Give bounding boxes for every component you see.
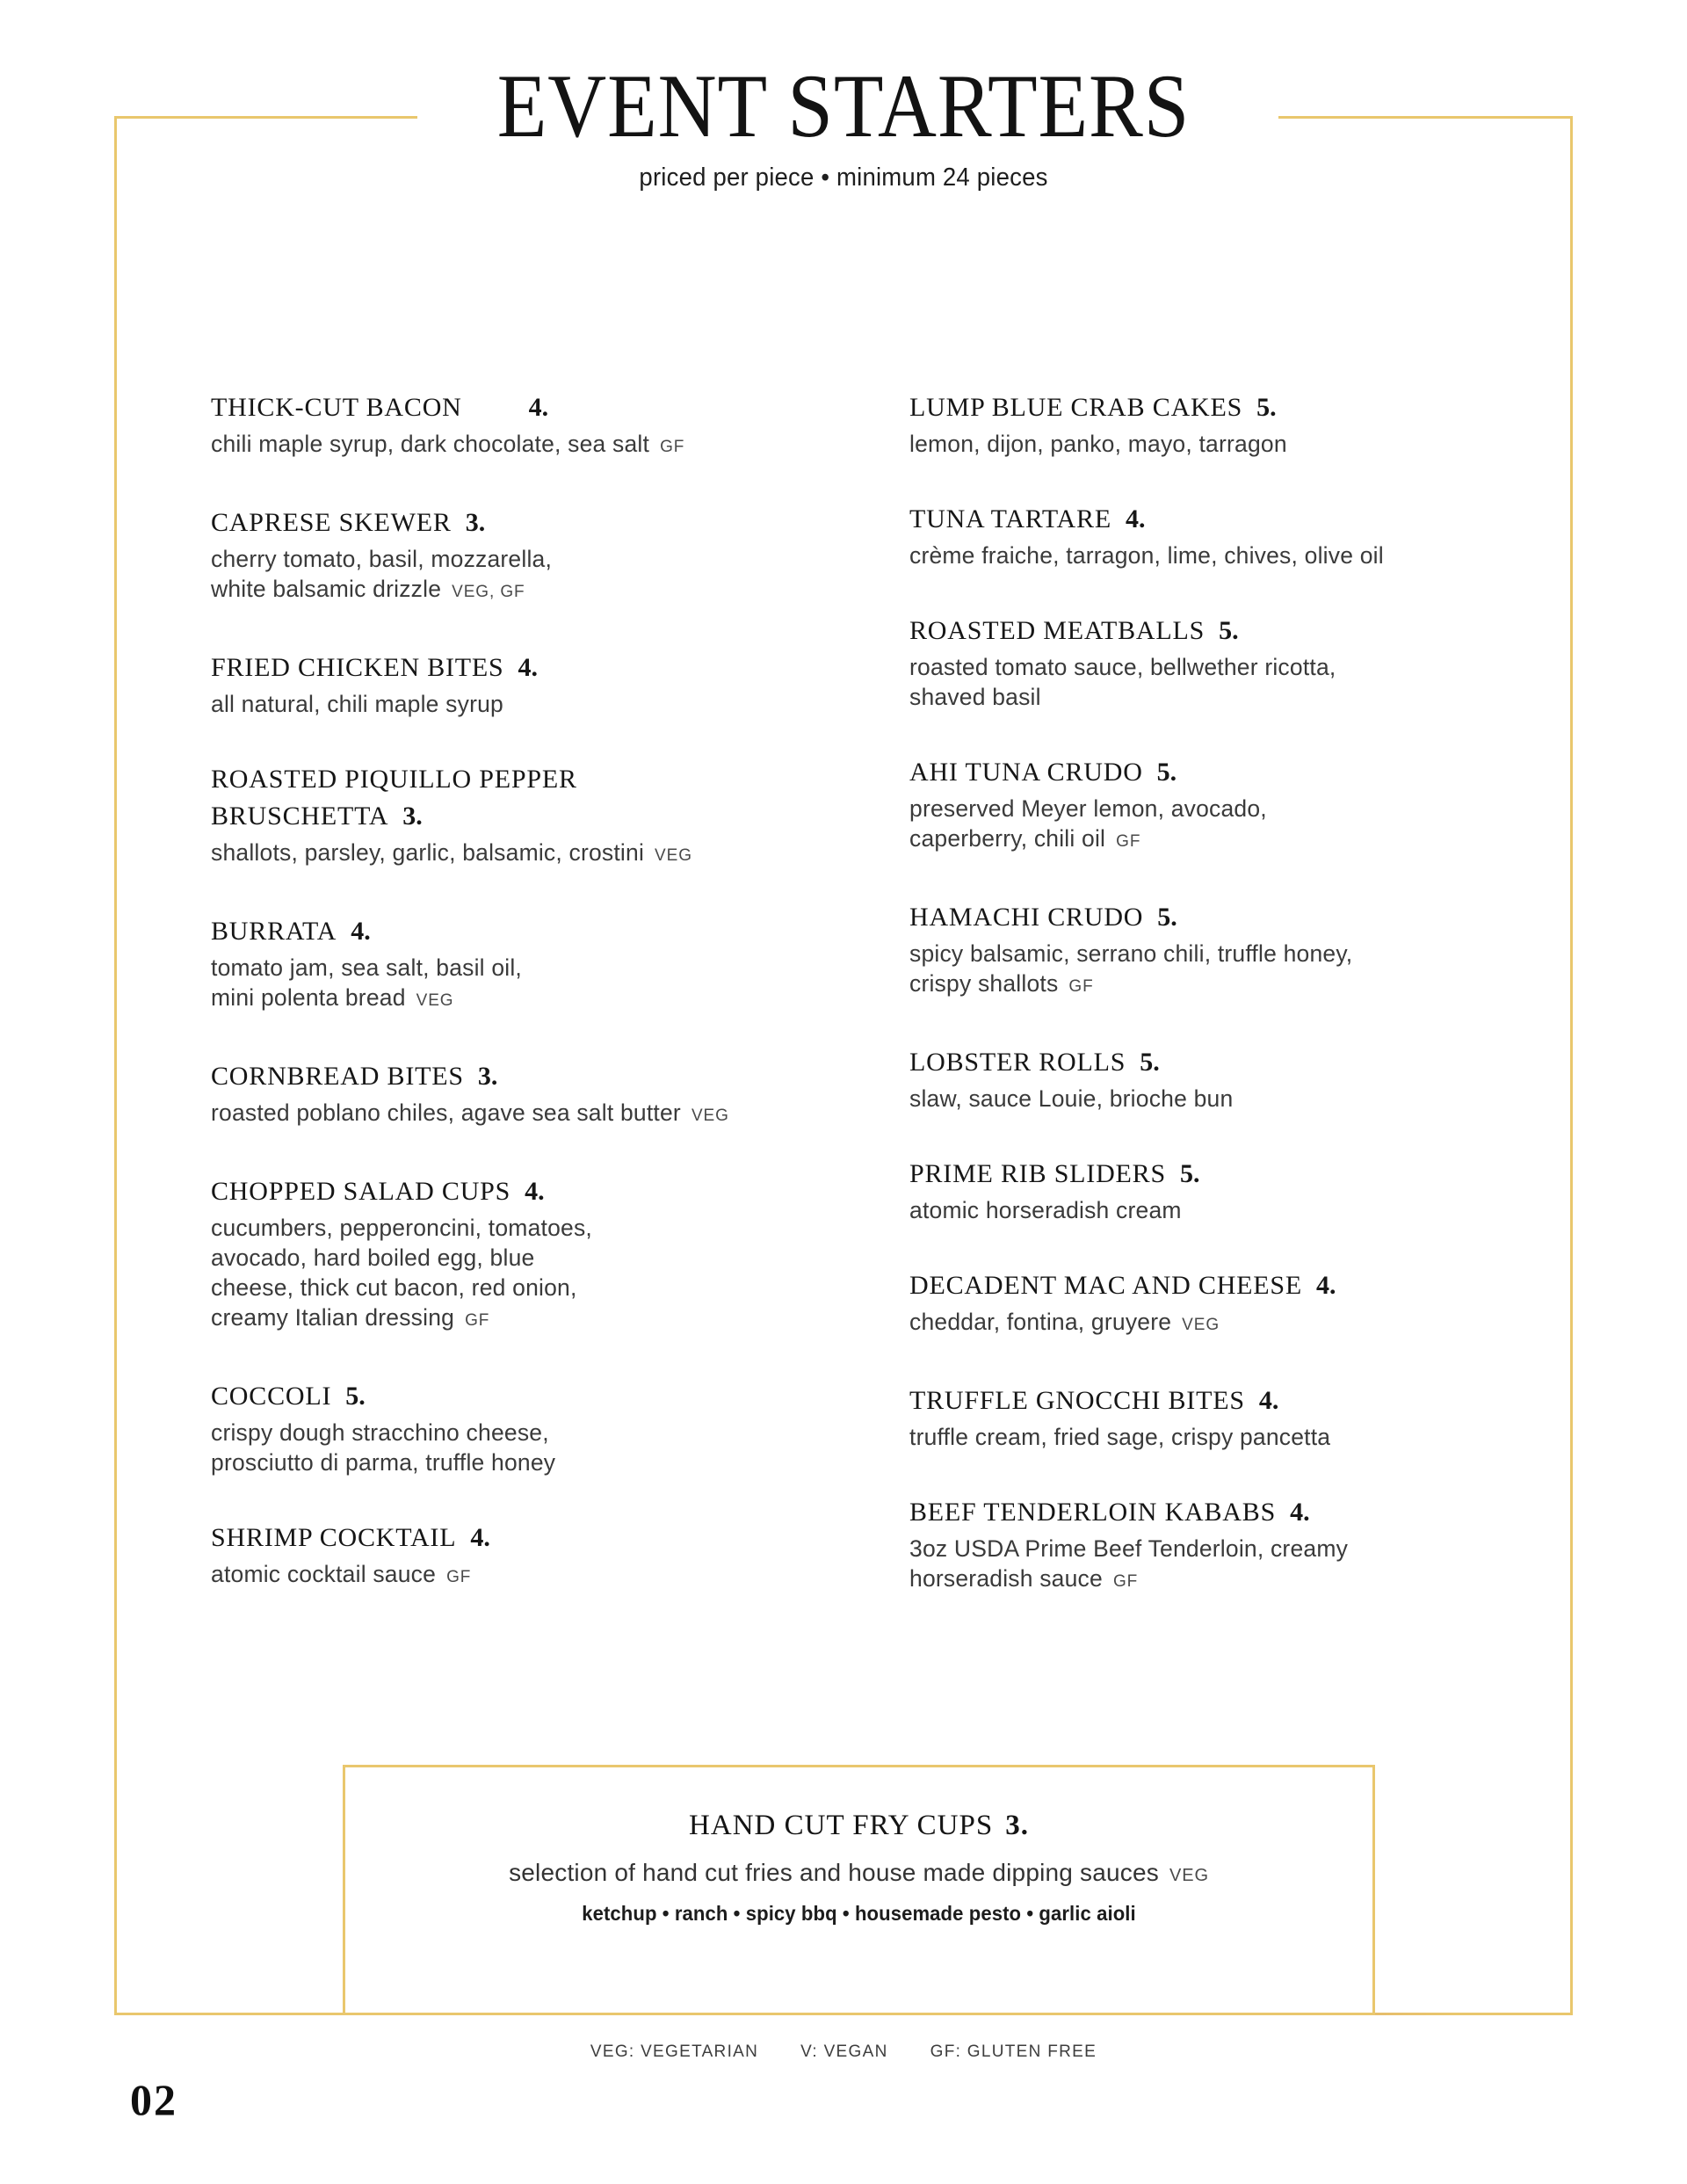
description-line: prosciutto di parma, truffle honey [211,1449,556,1476]
menu-item-name: CHOPPED SALAD CUPS [211,1177,511,1206]
menu-item-name: TRUFFLE GNOCCHI BITES [909,1386,1245,1415]
description-line: preserved Meyer lemon, avocado, [909,795,1267,822]
featured-item-options: ketchup • ranch • spicy bbq • housemade pesto • garlic aioli [582,1902,1136,1925]
menu-item-header [909,1156,1401,1193]
description-line: shallots, parsley, garlic, balsamic, crostini VEG [211,839,692,866]
menu-item-price: 5. [1157,903,1177,932]
legend-item: GF: GLUTEN FREE [930,2043,1097,2061]
menu-item-name: FRIED CHICKEN BITES [211,653,504,682]
menu-item-description [211,1213,773,1336]
menu-item-header [211,761,703,835]
menu-item-name: DECADENT MAC AND CHEESE [909,1271,1303,1300]
menu-item-header [909,501,1401,538]
page-title: EVENT STARTERS [496,56,1191,156]
menu-item-description [909,794,1472,857]
menu-item-name: TUNA TARTARE [909,504,1111,533]
menu-item-header [909,754,1401,791]
description-line: cherry tomato, basil, mozzarella, [211,546,553,572]
featured-desc-text: selection of hand cut fries and house made dipping sauces [509,1859,1159,1886]
menu-item-description [909,1307,1472,1340]
description-line: atomic cocktail sauce GF [211,1561,472,1587]
menu-item-header [211,389,703,426]
menu-item-description [909,1534,1472,1597]
menu-item [211,504,791,607]
page-border-left [114,116,117,2015]
page-number: 02 [130,2075,177,2124]
menu-item [211,1520,791,1593]
menu-item [211,913,791,1016]
menu-item-description [211,689,773,719]
menu-item-header [909,389,1401,426]
menu-item-header [211,649,703,686]
menu-item-price: 4. [1258,1386,1279,1415]
featured-item-description [345,1859,1372,1887]
menu-item-name: BEEF TENDERLOIN KABABS [909,1498,1277,1527]
menu-item [909,613,1489,712]
menu-item-price: 3. [465,508,486,537]
menu-item-name: HAMACHI CRUDO [909,903,1144,932]
diet-tag: GF [446,1568,472,1586]
description-line: crispy shallots GF [909,970,1094,997]
menu-item-price: 3. [477,1062,498,1091]
menu-item-description [909,429,1472,459]
menu-item-header [211,1378,703,1415]
menu-item-price: 5. [1156,758,1177,787]
description-line: crispy dough stracchino cheese, [211,1419,549,1446]
diet-tag: GF [465,1311,490,1330]
diet-tag: GF [1112,1572,1139,1591]
menu-item-description [211,1098,773,1131]
menu-item-name: SHRIMP COCKTAIL [211,1523,457,1552]
legend-item: V: VEGAN [800,2043,888,2061]
menu-item-price: 4. [1316,1271,1336,1300]
menu-item-header [909,1044,1401,1081]
diet-legend [0,2043,1687,2062]
menu-item [909,1267,1489,1340]
menu-item-header [909,1382,1401,1419]
menu-item [211,1378,791,1477]
menu-item-name: CORNBREAD BITES [211,1062,464,1091]
menu-item-description [909,1422,1472,1452]
diet-tag: VEG [691,1107,729,1125]
menu-item-name: ROASTED MEATBALLS [909,616,1206,645]
description-line: shaved basil [909,684,1041,710]
featured-item-price: 3. [1005,1810,1029,1841]
menu-item-price: 3. [402,802,423,831]
right-column [909,389,1489,1639]
menu-item-description [211,544,773,607]
menu-item-description [909,939,1472,1002]
menu-item-price: 5. [1256,393,1277,422]
featured-item-name [345,1810,1372,1842]
menu-item-price: 4. [518,653,539,682]
description-line: cucumbers, pepperoncini, tomatoes, [211,1215,592,1241]
menu-item [909,1044,1489,1114]
menu-item-header [909,1267,1401,1304]
description-line: spicy balsamic, serrano chili, truffle honey, [909,940,1353,967]
diet-tag: VEG [655,846,692,865]
menu-item-description [909,1084,1472,1114]
menu-item-price: 5. [1219,616,1239,645]
featured-box [343,1765,1375,2015]
description-line: cheese, thick cut bacon, red onion, [211,1274,577,1301]
diet-tag: GF [1116,832,1141,851]
menu-item [211,761,791,871]
menu-item [909,754,1489,857]
menu-item [211,649,791,719]
menu-item-price: 4. [470,1523,490,1552]
menu-item-header [211,504,703,541]
menu-item [909,501,1489,570]
menu-item-name: THICK-CUT BACON [211,393,462,422]
page-subtitle: priced per piece • minimum 24 pieces [639,163,1048,192]
menu-item-name: ROASTED PIQUILLO PEPPER BRUSCHETTA [211,765,577,831]
description-line: chili maple syrup, dark chocolate, sea salt GF [211,431,685,457]
description-line: tomato jam, sea salt, basil oil, [211,954,522,981]
diet-tag: VEG, GF [452,583,525,601]
menu-item [211,1058,791,1131]
menu-item-description [211,429,773,462]
menu-item-description [909,652,1472,712]
menu-item-header [909,899,1401,936]
menu-item-header [211,1058,703,1095]
menu-item-price: 5. [1140,1048,1160,1077]
description-line: roasted poblano chiles, agave sea salt butter VEG [211,1099,729,1126]
menu-item-header [909,1494,1401,1531]
menu-item-header [211,1520,703,1556]
description-line: white balsamic drizzle VEG, GF [211,576,525,602]
description-line: cheddar, fontina, gruyere VEG [909,1309,1220,1335]
menu-item-description [211,838,773,871]
diet-tag: VEG [1169,1866,1209,1885]
menu-item [909,389,1489,459]
menu-item-header [909,613,1401,649]
featured-name-text: HAND CUT FRY CUPS [689,1810,994,1841]
description-line: crème fraiche, tarragon, lime, chives, olive oil [909,542,1384,569]
menu-item-description [909,1195,1472,1225]
description-line: truffle cream, fried sage, crispy pancetta [909,1424,1331,1450]
menu-item-name: BURRATA [211,917,337,946]
menu-item-description [211,1559,773,1593]
menu-item-description [211,1418,773,1477]
description-line: slaw, sauce Louie, brioche bun [909,1085,1234,1112]
menu-item-name: COCCOLI [211,1382,332,1411]
menu-item-price: 5. [1179,1159,1200,1188]
menu-item-price: 4. [351,917,371,946]
description-line: lemon, dijon, panko, mayo, tarragon [909,431,1287,457]
description-line: creamy Italian dressing GF [211,1304,490,1331]
menu-item-header [211,1173,703,1210]
description-line: horseradish sauce GF [909,1565,1139,1592]
diet-tag: GF [660,438,685,456]
diet-tag: GF [1068,977,1094,996]
menu-item-name: LUMP BLUE CRAB CAKES [909,393,1243,422]
menu-item [909,1382,1489,1452]
menu-item-header [211,913,703,950]
menu-item-price: 4. [525,1177,545,1206]
menu-item-name: LOBSTER ROLLS [909,1048,1126,1077]
description-line: atomic horseradish cream [909,1197,1182,1223]
diet-tag: VEG [416,991,454,1010]
menu-item-price: 5. [345,1382,366,1411]
menu-item-name: PRIME RIB SLIDERS [909,1159,1166,1188]
menu-item-description [909,541,1472,570]
legend-item: VEG: VEGETARIAN [590,2043,759,2061]
menu-item [909,899,1489,1002]
description-line: roasted tomato sauce, bellwether ricotta, [909,654,1336,680]
diet-tag: VEG [1182,1316,1220,1334]
description-line: 3oz USDA Prime Beef Tenderloin, creamy [909,1535,1349,1562]
left-column [211,389,791,1635]
menu-item-price: 4. [1290,1498,1310,1527]
description-line: mini polenta bread VEG [211,984,454,1011]
description-line: caperberry, chili oil GF [909,825,1141,852]
description-line: all natural, chili maple syrup [211,691,503,717]
menu-item [211,389,791,462]
menu-item [909,1156,1489,1225]
description-line: avocado, hard boiled egg, blue [211,1244,535,1271]
menu-item-description [211,953,773,1016]
menu-item [211,1173,791,1336]
page-border-right [1570,116,1573,2015]
menu-item-price: 4. [528,393,549,422]
menu-item-price: 4. [1125,504,1146,533]
menu-item [909,1494,1489,1597]
menu-item-name: CAPRESE SKEWER [211,508,452,537]
menu-item-name: AHI TUNA CRUDO [909,758,1143,787]
